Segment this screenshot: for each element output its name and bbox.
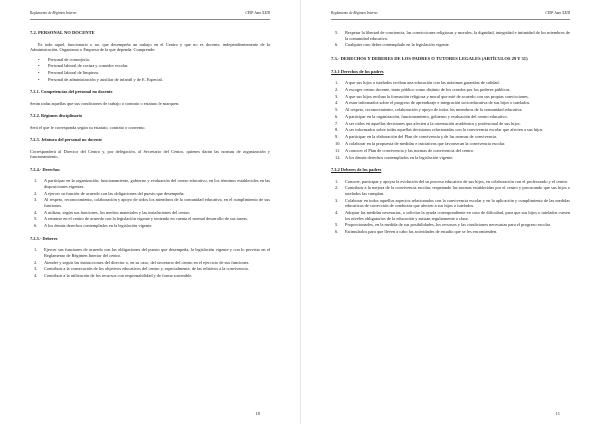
- page-header: [30, 10, 270, 20]
- list-item: 4. A utilizar, según sus funciones, los medios materiales y las instalaciones del centro.: [34, 209, 191, 215]
- list-item: 2. A ejercer su función de acuerdo con las obligaciones del puesto que desempeña.: [34, 190, 185, 196]
- header-left-text: Reglamento de Régimen Interno: [331, 11, 378, 15]
- list-item: 6. A los demás derechos contemplados en la legislación vigente.: [34, 223, 153, 229]
- list-item: 3. Colaborar en todos aquellos aspectos relacionados con la convivencia escolar y en la aplicación y cumplimiento de las medidas educativas de corrección de conductas que afecten a sus hijos o tutelados.: [335, 197, 570, 209]
- section-7-2-1-text: Serán todas aquellas que sus condiciones de trabajo o contrato o estatuto le marquen.: [30, 100, 180, 106]
- list-item: 2. Contribuir a la mejora de la convivencia escolar, respetando las normas establecidas por el centro y procurando que sus hijos o tutelados las cumplan.: [335, 185, 570, 196]
- section-7-3-2-title: 7.3.2 Deberes de los padres: [331, 167, 382, 173]
- section-7-2-title: 7.2. PERSONAL NO DOCENTE: [30, 30, 95, 35]
- section-7-2-1-title: 7.2.1. Competencias del personal no docente: [30, 89, 113, 95]
- list-item: • Personal de administración y auxiliar de infantil y de E. Especial.: [44, 77, 270, 83]
- list-item: 6. A participar en la organización, funcionamiento, gobierno y evaluación del centro educativo.: [335, 113, 508, 119]
- list-item: 1. Conocer, participar y apoyar la evolución del su proceso educativo de sus hijos, en colaboración con el profesorado y el centro.: [335, 178, 569, 184]
- section-7-3-1-title: 7.3.1 Derechos de los padres: [331, 68, 384, 74]
- list-item: • Personal laboral de limpieza.: [44, 70, 270, 76]
- section-7-2-3-title: 7.2.3. Jefatura del personal no docente: [30, 137, 102, 143]
- right-page-content: [331, 30, 570, 241]
- duties-list: [34, 247, 270, 279]
- list-item: 4. Contribuir a la utilización de los recursos con responsabilidad y de forma sostenible.: [34, 273, 193, 279]
- list-item: 2. A escoger centro docente, tanto público como distinto de los creados por los poderes públicos.: [335, 86, 511, 92]
- rights-list: [34, 178, 270, 229]
- list-item: 4. A estar informados sobre el progreso de aprendizaje e integración socioeducativa de sus hijos o tutelados.: [335, 100, 531, 106]
- page-number: 11: [555, 411, 560, 416]
- list-item: 7. A ser oídos en aquellas decisiones que afecten a la orientación académica y profesional de sus hijos.: [335, 120, 521, 126]
- list-item: 2. Atender y seguir las instrucciones del director o, en su caso, del secretario del centro en el ejercicio de sus funciones.: [34, 259, 250, 265]
- list-item: 5. Al respeto, reconocimiento, colaboración y apoyo de todos los miembros de la comunidad educativa.: [335, 107, 523, 113]
- list-item: 9. A participar en la elaboración del Plan de convivencia y de las normas de convivencia.: [335, 134, 498, 140]
- list-item: 6. Estimularlos para que lleven a cabo las actividades de estudio que se les encomienden.: [335, 229, 498, 235]
- section-7-2-4-title: 7.2.4.- Derechos: [30, 166, 60, 172]
- list-item: 5. A reunirse en el centro de acuerdo con la legislación vigente y teniendo en cuenta el normal desarrollo de sus tareas.: [34, 216, 248, 222]
- list-item: 5. Respetar la libertad de conciencia, las convicciones religiosas y morales, la dignidad, integridad e intimidad de los miembros de la comunidad educativa.: [335, 30, 570, 41]
- list-item: 11. A conocer el Plan de convivencia y las normas de convivencia del centro.: [335, 147, 475, 153]
- header-right-text: CEIP Juan XXIII: [245, 11, 270, 15]
- section-7-3-title: 7.3.- DERECHOS Y DEBERES DE LOS PADRES O TUTORES LEGALES (ARTÍCULOS 29 Y 31): [331, 55, 528, 61]
- section-7-2-2-title: 7.2.2. Régimen disciplinario: [30, 113, 83, 119]
- section-7-2-intro: Es todo aquel, funcionario o no, que desempeña un trabajo en el Centro y que no es docente, independientemente de la Administración, Organismo o Empresa de la que dependa. Comprende:: [30, 41, 270, 53]
- parent-rights-list: [335, 80, 570, 160]
- left-page-content: [30, 30, 270, 285]
- right-page: [300, 0, 600, 424]
- page-header: [331, 10, 570, 20]
- header-left-text: Reglamento de Régimen Interno: [30, 11, 77, 15]
- list-item: 3. Contribuir a la consecución de los objetivos educativos del centro y, especialmente, de las relativos a la convivencia.: [34, 266, 249, 272]
- list-item: 12. A los demás derechos contemplados en la legislación vigente.: [335, 154, 454, 160]
- section-7-2-3-text: Corresponderá al Director del Centro y, por delegación, al Secretario del Centro, quienes darán las normas de organización y funcionamiento.: [30, 148, 270, 160]
- continued-duties-list: [335, 30, 570, 48]
- header-right-text: CEIP Juan XXIII: [545, 11, 570, 15]
- list-item: 1. A que sus hijos o tutelados reciban una educación con las máximas garantías de calidad.: [335, 79, 500, 85]
- list-item: 3. Al respeto, reconocimiento, colaboración y apoyo de todos los miembros de la comunidad educativa, en el cumplimiento de sus funciones.: [34, 197, 270, 208]
- list-item: 6. Cualquier otro deber contemplado en la legislación vigente.: [335, 42, 450, 48]
- list-item: 1. Ejercer sus funciones de acuerdo con las obligaciones del puesto que desempeña, la legislación vigente y con lo previsto en el Reglamento de Régimen Interior del centro.: [34, 247, 270, 258]
- staff-types-list: [44, 57, 270, 82]
- list-item: 5. Proporcionarles, en la medida de sus posibilidades, los recursos y las condiciones necesarias para el progreso escolar.: [335, 222, 551, 228]
- list-item: • Personal laboral de cocina y comedor escolar.: [44, 63, 270, 69]
- section-7-2-5-title: 7.2.5.- Deberes: [30, 235, 58, 241]
- section-7-2-2-text: Será el que le corresponda según su estatuto, contrato o convenio.: [30, 124, 146, 130]
- list-item: 1. A participar en la organización, funcionamiento, gobierno y evaluación del centro educativo, en los términos establecidos en las disposiciones vigentes.: [34, 178, 270, 189]
- list-item: 8. A ser informados sobre todas aquellas decisiones relacionadas con la convivencia escolar que afecten a sus hijos.: [335, 127, 544, 133]
- list-item: 4. Adoptar las medidas necesarias, o solicitar la ayuda correspondiente en caso de dificultad, para que sus hijos o tutelados cursen los niveles obligatorios de la educación y asistan regularmente a clase.: [335, 210, 570, 221]
- list-item: 3. A que sus hijos reciban la formación religiosa y moral que esté de acuerdo con sus propias convicciones.: [335, 93, 529, 99]
- page-number: 10: [255, 411, 260, 416]
- list-item: • Personal de conserjería.: [44, 57, 270, 63]
- parent-duties-list: [335, 179, 570, 235]
- list-item: 10. A colaborar en la propuesta de medidas e iniciativas que favorezcan la convivencia escolar.: [335, 141, 506, 146]
